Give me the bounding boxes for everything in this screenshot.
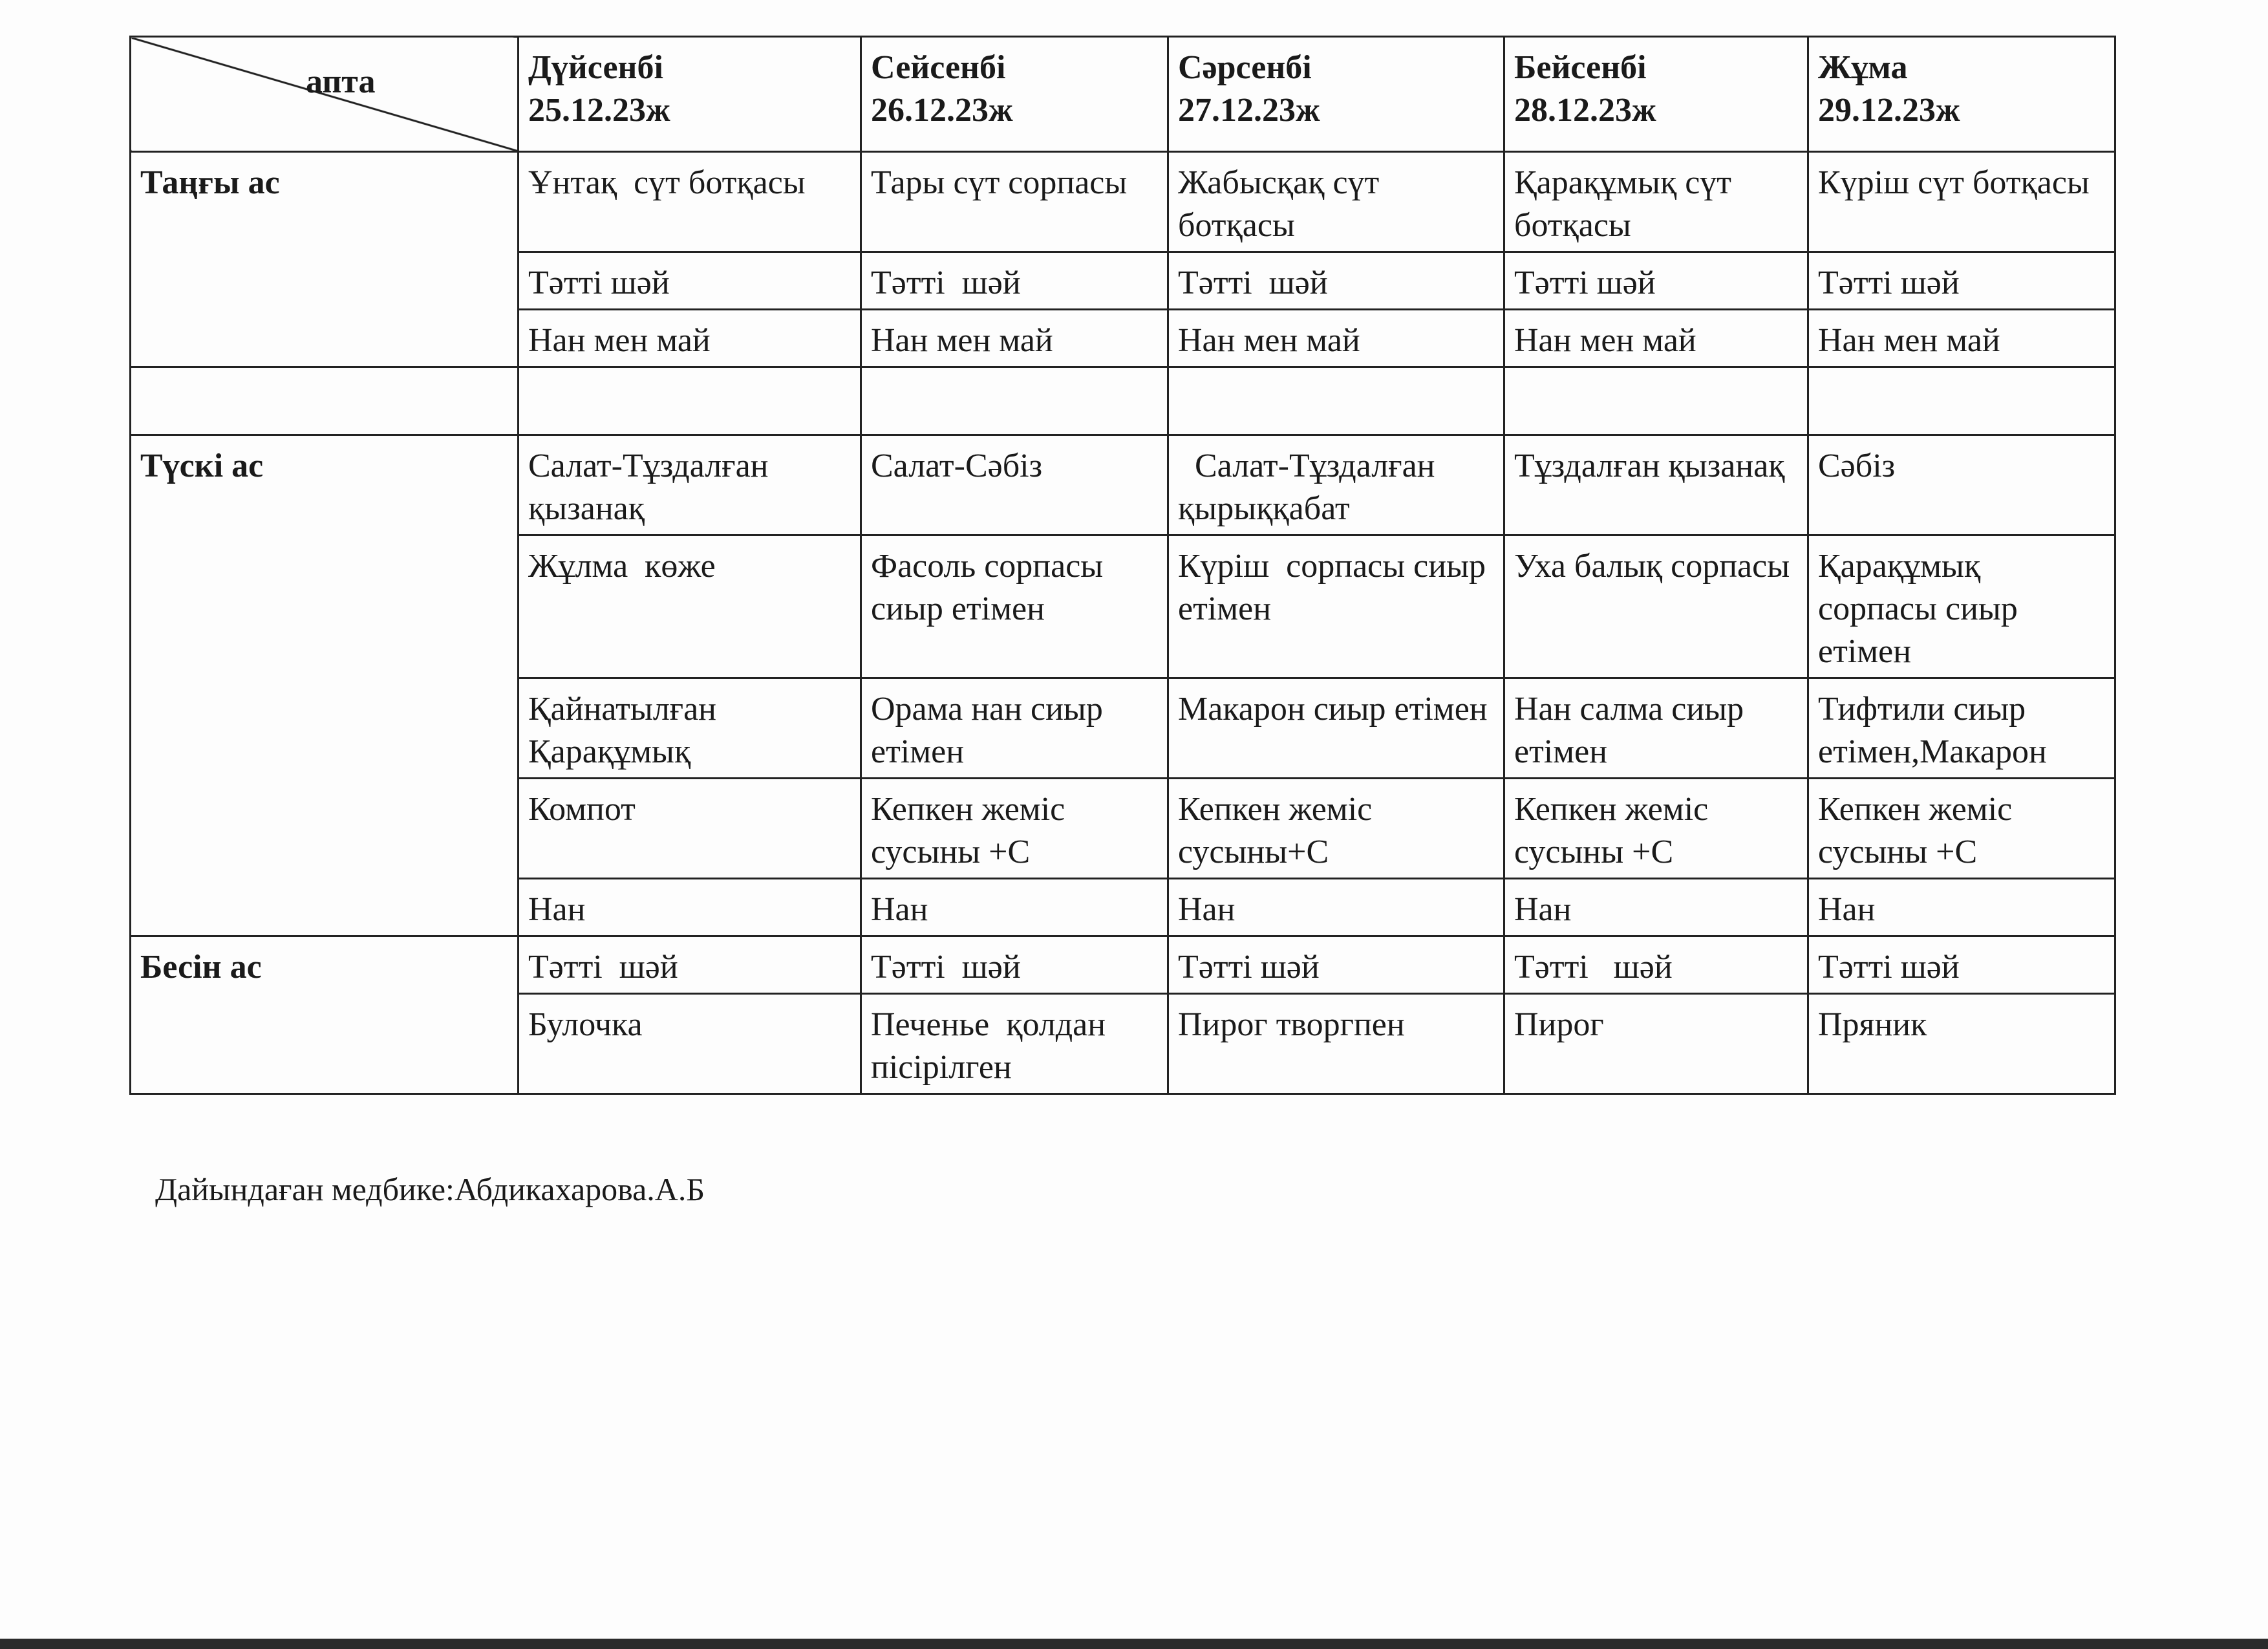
- dish-cell: Салат-Сәбіз: [861, 435, 1168, 535]
- dish-cell: Пирог творгпен: [1168, 994, 1504, 1094]
- dish-cell: Қарақұмық сүт ботқасы: [1504, 152, 1808, 252]
- empty-cell: [1504, 367, 1808, 435]
- snack-label: Бесін ас: [131, 936, 519, 1094]
- day-date: 28.12.23ж: [1514, 92, 1656, 129]
- dish-cell: Уха балық сорпасы: [1504, 535, 1808, 678]
- day-date: 27.12.23ж: [1178, 92, 1320, 129]
- empty-cell: [861, 367, 1168, 435]
- lunch-row: [131, 435, 2115, 535]
- dish-cell: Күріш сүт ботқасы: [1808, 152, 2115, 252]
- dish-cell: Тифтили сиыр етімен,Макарон: [1808, 678, 2115, 779]
- dish-cell: Нан мен май: [1504, 310, 1808, 367]
- day-name: Дүйсенбі: [528, 49, 663, 86]
- week-corner-cell: [131, 37, 519, 152]
- week-label: апта: [306, 63, 376, 100]
- dish-cell: Тары сүт сорпасы: [861, 152, 1168, 252]
- dish-cell: Тәтті шәй: [861, 252, 1168, 310]
- dish-cell: Нан: [1168, 879, 1504, 936]
- blank-row: [131, 367, 2115, 435]
- empty-cell: [1808, 367, 2115, 435]
- dish-cell: Пирог: [1504, 994, 1808, 1094]
- dish-cell: Тәтті шәй: [1504, 252, 1808, 310]
- dish-cell: Салат-Тұздалған қызанақ: [519, 435, 861, 535]
- dish-cell: Нан салма сиыр етімен: [1504, 678, 1808, 779]
- dish-cell: Кепкен жеміс сусыны +С: [861, 779, 1168, 879]
- dish-cell: Нан мен май: [1808, 310, 2115, 367]
- day-name: Бейсенбі: [1514, 49, 1647, 86]
- empty-cell: [1168, 367, 1504, 435]
- dish-cell: Тәтті шәй: [1168, 936, 1504, 994]
- dish-cell: Ұнтақ сүт ботқасы: [519, 152, 861, 252]
- scanner-edge: [0, 1639, 2268, 1649]
- day-date: 25.12.23ж: [528, 92, 670, 129]
- dish-cell: Тәтті шәй: [519, 936, 861, 994]
- dish-cell: Компот: [519, 779, 861, 879]
- dish-cell: Нан мен май: [519, 310, 861, 367]
- nurse-signature-line: Дайындаған медбике:Абдикахарова.А.Б: [155, 1171, 705, 1207]
- dish-cell: Пряник: [1808, 994, 2115, 1094]
- day-date: 29.12.23ж: [1818, 92, 1960, 129]
- dish-cell: Кепкен жеміс сусыны +С: [1504, 779, 1808, 879]
- dish-cell: Макарон сиыр етімен: [1168, 678, 1504, 779]
- weekly-menu-table: [129, 36, 2116, 1095]
- empty-cell: [131, 367, 519, 435]
- dish-cell: Жұлма көже: [519, 535, 861, 678]
- breakfast-label: Таңғы ас: [131, 152, 519, 367]
- day-date: 26.12.23ж: [871, 92, 1013, 129]
- day-header-4: [1808, 37, 2115, 152]
- dish-cell: Тәтті шәй: [1168, 252, 1504, 310]
- dish-cell: Нан: [519, 879, 861, 936]
- day-header-3: [1504, 37, 1808, 152]
- dish-cell: Салат-Тұздалған қырыққабат: [1168, 435, 1504, 535]
- day-header-1: [861, 37, 1168, 152]
- dish-cell: Тәтті шәй: [861, 936, 1168, 994]
- dish-cell: Қайнатылған Қарақұмық: [519, 678, 861, 779]
- dish-cell: Орама нан сиыр етімен: [861, 678, 1168, 779]
- dish-cell: Кепкен жеміс сусыны+С: [1168, 779, 1504, 879]
- dish-cell: Нан: [1504, 879, 1808, 936]
- dish-cell: Сәбіз: [1808, 435, 2115, 535]
- day-name: Жұма: [1818, 49, 1908, 86]
- dish-cell: Фасоль сорпасы сиыр етімен: [861, 535, 1168, 678]
- dish-cell: Жабысқақ сүт ботқасы: [1168, 152, 1504, 252]
- dish-cell: Нан мен май: [1168, 310, 1504, 367]
- dish-cell: Күріш сорпасы сиыр етімен: [1168, 535, 1504, 678]
- dish-cell: Тәтті шәй: [519, 252, 861, 310]
- dish-cell: Қарақұмық сорпасы сиыр етімен: [1808, 535, 2115, 678]
- dish-cell: Нан: [861, 879, 1168, 936]
- dish-cell: Тәтті шәй: [1504, 936, 1808, 994]
- empty-cell: [519, 367, 861, 435]
- day-header-2: [1168, 37, 1504, 152]
- dish-cell: Булочка: [519, 994, 861, 1094]
- dish-cell: Печенье қолдан пісірілген: [861, 994, 1168, 1094]
- day-header-0: [519, 37, 861, 152]
- dish-cell: Кепкен жеміс сусыны +С: [1808, 779, 2115, 879]
- header-row: [131, 37, 2115, 152]
- dish-cell: Нан: [1808, 879, 2115, 936]
- dish-cell: Тұздалған қызанақ: [1504, 435, 1808, 535]
- day-name: Сәрсенбі: [1178, 49, 1312, 86]
- dish-cell: Тәтті шәй: [1808, 936, 2115, 994]
- dish-cell: Нан мен май: [861, 310, 1168, 367]
- day-name: Сейсенбі: [871, 49, 1006, 86]
- dish-cell: Тәтті шәй: [1808, 252, 2115, 310]
- snack-row: [131, 936, 2115, 994]
- breakfast-row: [131, 152, 2115, 252]
- lunch-label: Түскі ас: [131, 435, 519, 936]
